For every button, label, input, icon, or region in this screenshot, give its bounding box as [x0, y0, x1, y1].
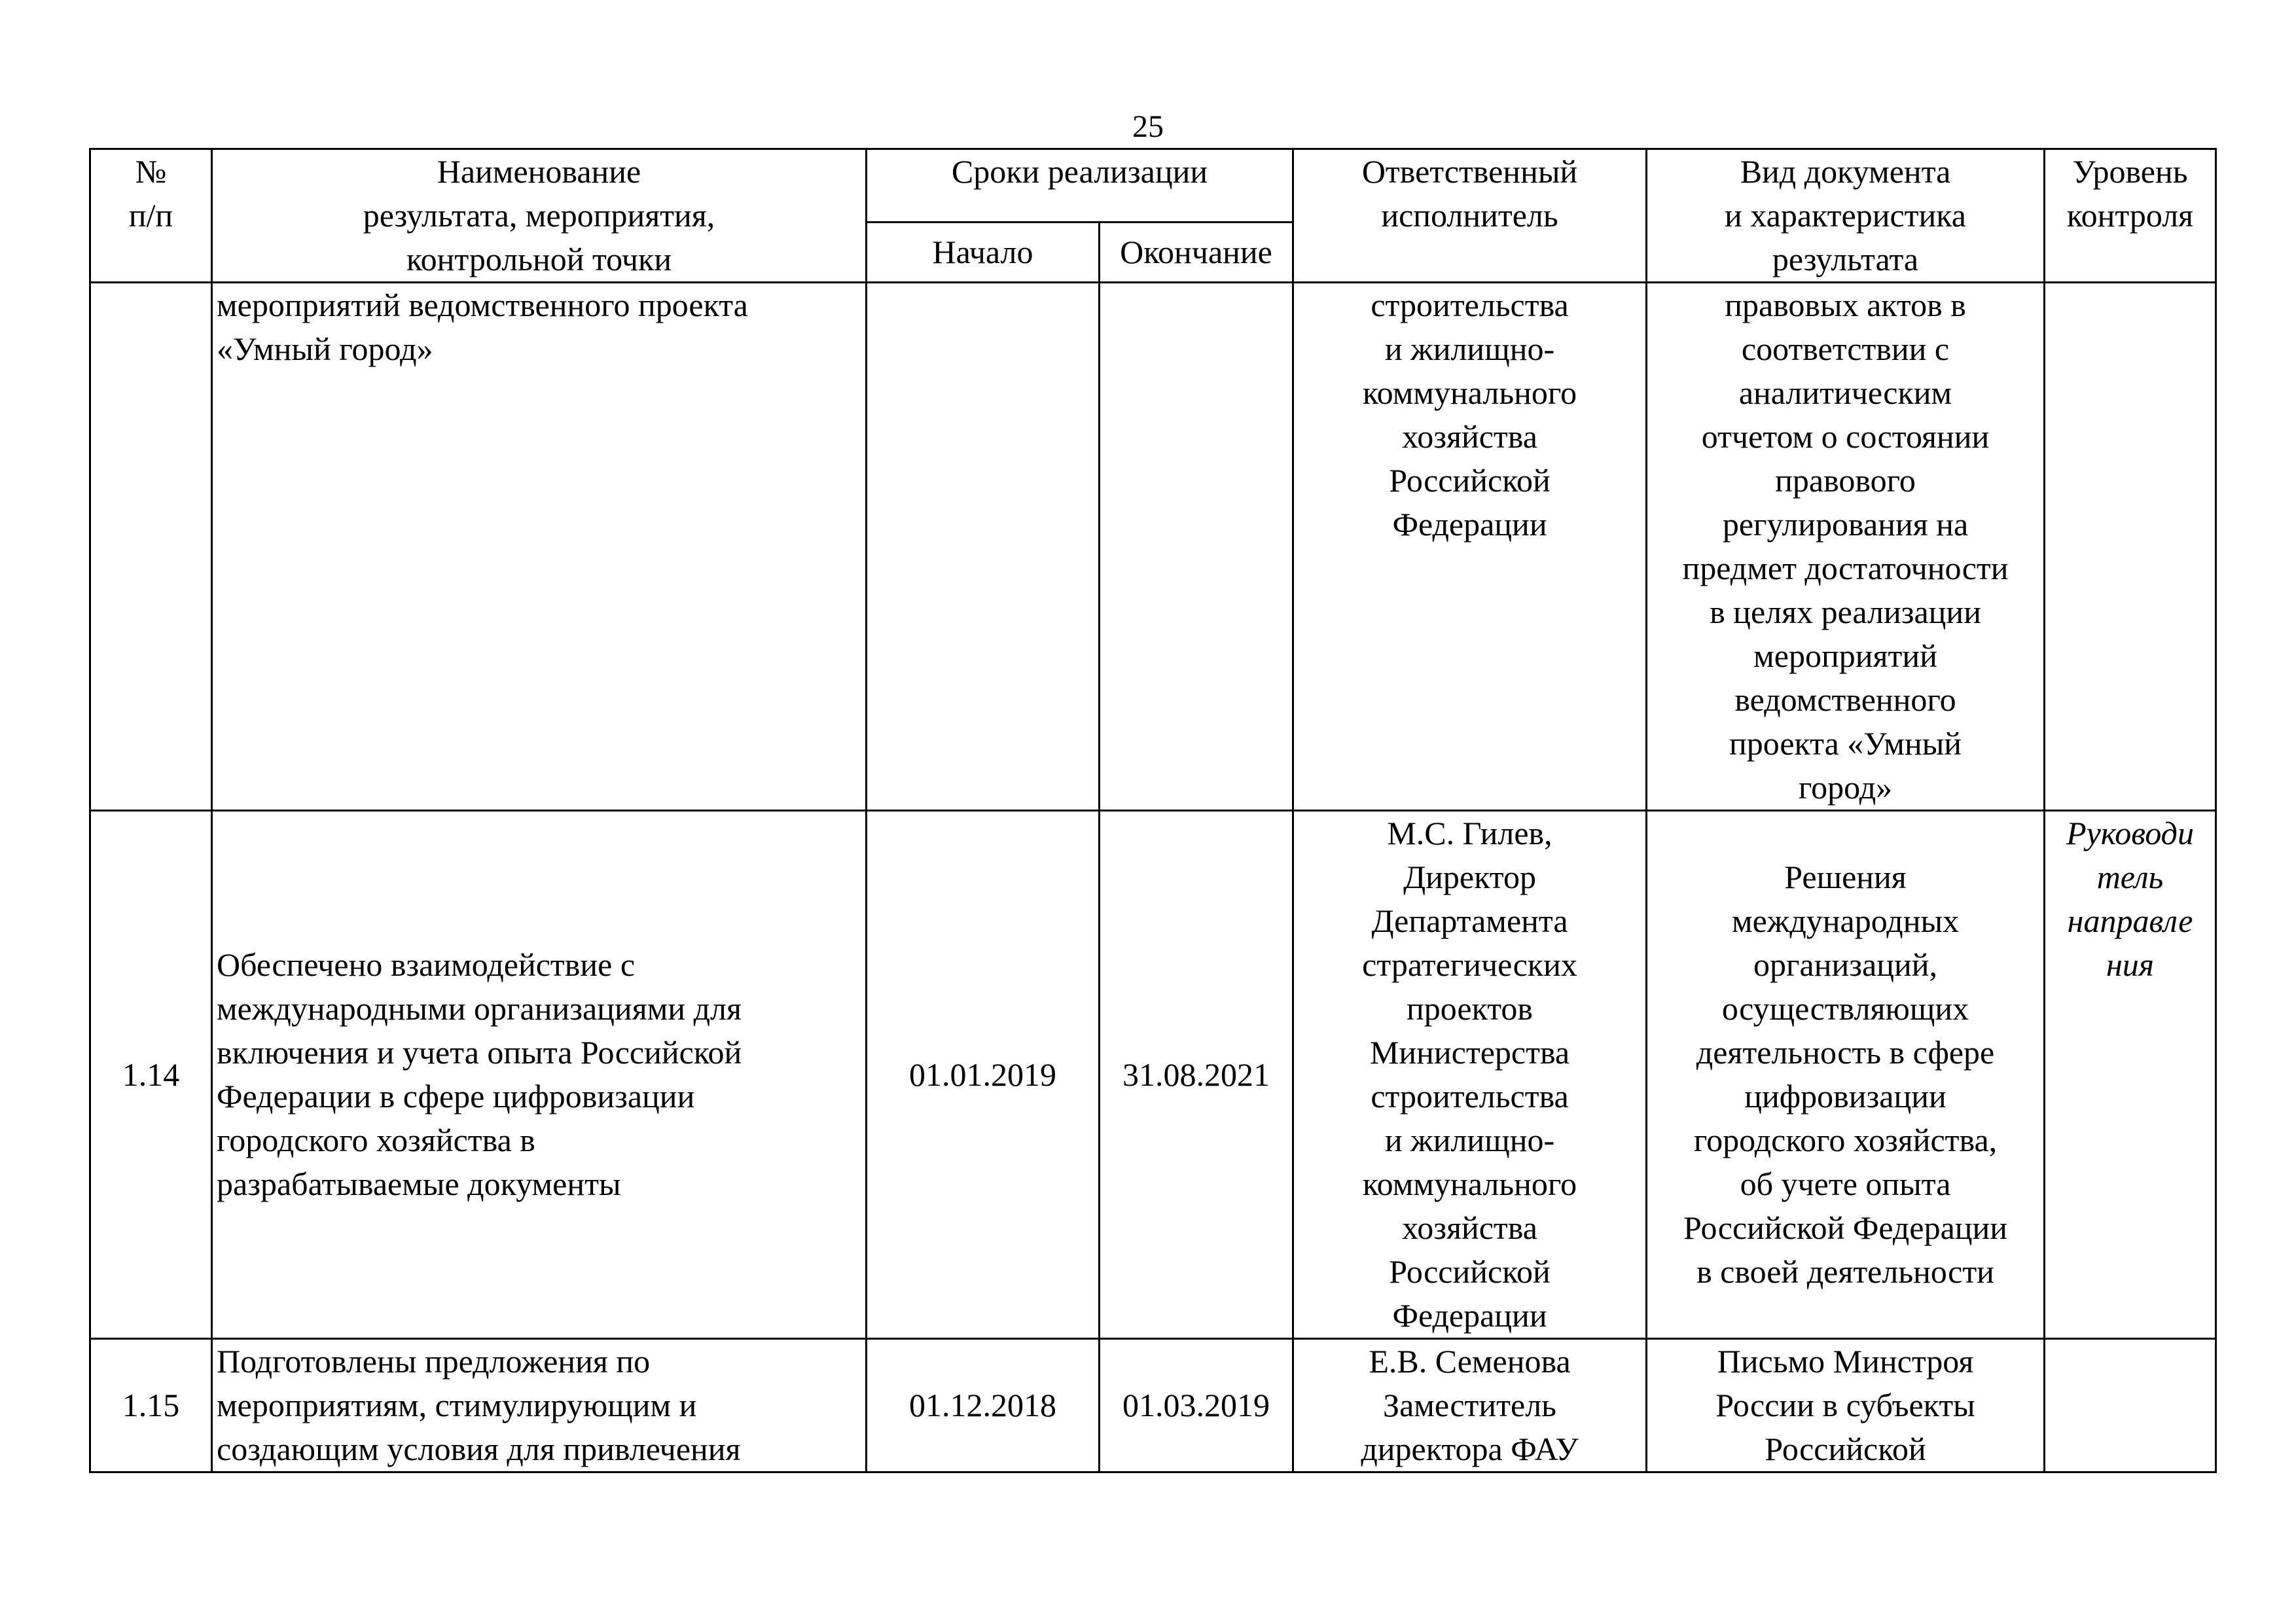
- row-name: мероприятий ведомственного проекта «Умный город»: [212, 283, 867, 811]
- row-responsible: строительства и жилищно- коммунального хозяйства Российской Федерации: [1293, 283, 1647, 811]
- plan-table: [89, 148, 2217, 1473]
- table-header: [90, 149, 2216, 283]
- table-row: [90, 811, 2216, 1339]
- row-name: Обеспечено взаимодействие с международными организациями для включения и учета опыта Российской Федерации в сфере цифровизации городского хозяйства в разрабатываемые документы: [212, 811, 867, 1339]
- row-doc-type: правовых актов в соответствии с аналитическим отчетом о состоянии правового регулирования на предмет достаточности в целях реализации мероприятий ведомственного проекта «Умный город»: [1647, 283, 2045, 811]
- row-number: [90, 283, 212, 811]
- header-name: Наименование результата, мероприятия, контрольной точки: [212, 149, 867, 283]
- page-number: 25: [1132, 109, 1164, 144]
- header-control-level: Уровень контроля: [2045, 149, 2216, 283]
- header-doc-type: Вид документа и характеристика результата: [1647, 149, 2045, 283]
- table-row: [90, 283, 2216, 811]
- row-end: [1100, 283, 1293, 811]
- header-start: Начало: [867, 223, 1100, 283]
- header-terms: Сроки реализации: [867, 149, 1293, 223]
- row-start: 01.12.2018: [867, 1339, 1100, 1472]
- row-control-level: [2045, 283, 2216, 811]
- row-end: 01.03.2019: [1100, 1339, 1293, 1472]
- row-number: 1.14: [90, 811, 212, 1339]
- row-doc-type: Решения международных организаций, осуществляющих деятельность в сфере цифровизации городского хозяйства, об учете опыта Российской Федерации в своей деятельности: [1647, 811, 2045, 1339]
- header-number: № п/п: [90, 149, 212, 283]
- row-name: Подготовлены предложения по мероприятиям, стимулирующим и создающим условия для привлечения: [212, 1339, 867, 1472]
- table-row: [90, 1339, 2216, 1472]
- row-responsible: М.С. Гилев, Директор Департамента стратегических проектов Министерства строительства и жилищно- коммунального хозяйства Российской Федерации: [1293, 811, 1647, 1339]
- row-start: [867, 283, 1100, 811]
- row-end: 31.08.2021: [1100, 811, 1293, 1339]
- header-responsible: Ответственный исполнитель: [1293, 149, 1647, 283]
- row-control-level: [2045, 1339, 2216, 1472]
- row-control-level: Руководи тель направле ния: [2045, 811, 2216, 1339]
- row-responsible: Е.В. Семенова Заместитель директора ФАУ: [1293, 1339, 1647, 1472]
- row-start: 01.01.2019: [867, 811, 1100, 1339]
- row-number: 1.15: [90, 1339, 212, 1472]
- row-doc-type: Письмо Минстроя России в субъекты Российской: [1647, 1339, 2045, 1472]
- header-end: Окончание: [1100, 223, 1293, 283]
